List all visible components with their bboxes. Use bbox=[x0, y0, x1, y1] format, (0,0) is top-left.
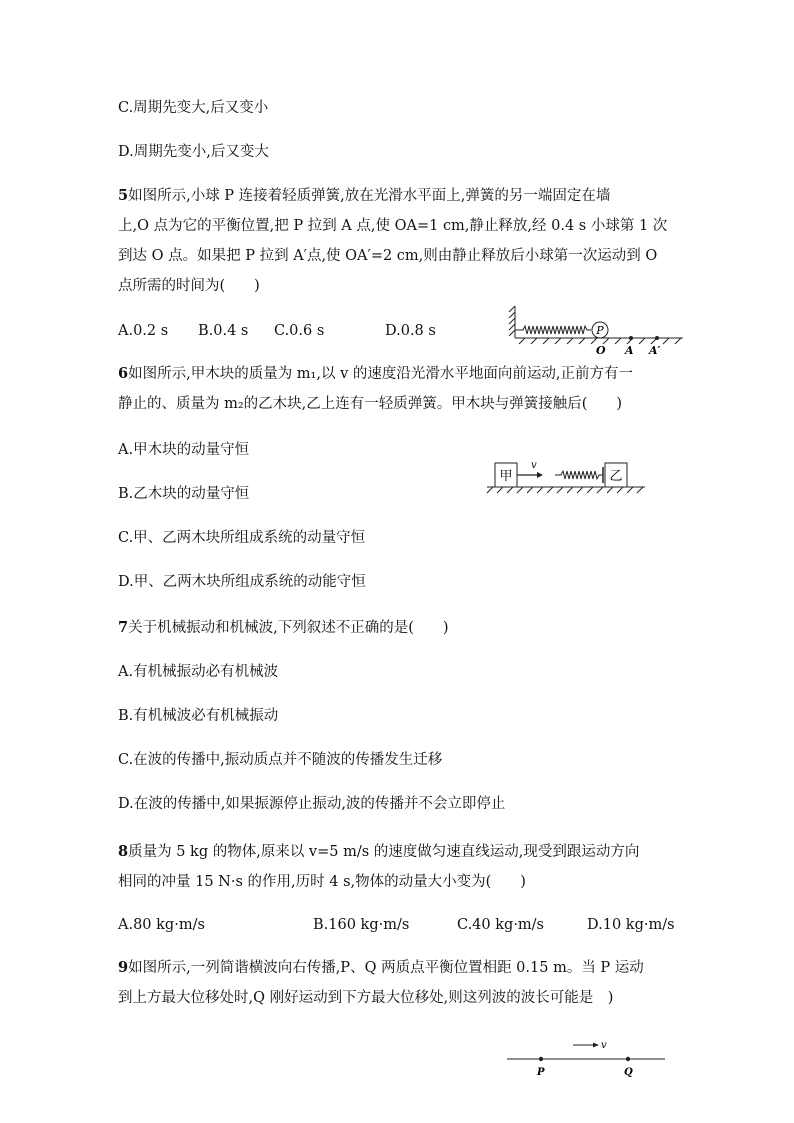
label-q: Q bbox=[624, 1067, 633, 1078]
q6-stem-line-2: 静止的、质量为 m₂的乙木块,乙上连有一轻质弹簧。甲木块与弹簧接触后( ) bbox=[118, 396, 623, 412]
q9-number: 9 bbox=[118, 959, 129, 976]
q7-option-c: C.在波的传播中,振动质点并不随波的传播发生迁移 bbox=[118, 752, 443, 768]
q6-stem-line-1 bbox=[118, 363, 633, 385]
q6-text-1: 如图所示,甲木块的质量为 m₁,以 v 的速度沿光滑水平地面向前运动,正前方有一 bbox=[128, 366, 633, 382]
velocity-arrow-head bbox=[537, 472, 543, 478]
q6-option-b: B.乙木块的动量守恒 bbox=[118, 486, 250, 502]
q7-text: 关于机械振动和机械波,下列叙述不正确的是( ) bbox=[128, 620, 449, 636]
q4-option-c: C.周期先变大,后又变小 bbox=[118, 100, 269, 116]
ball-p-label: P bbox=[596, 324, 604, 337]
q5-option-b: B.0.4 s bbox=[198, 323, 249, 339]
q8-option-a: A.80 kg·m/s bbox=[118, 917, 205, 933]
label-a-prime: A′ bbox=[649, 344, 661, 357]
label-a: A bbox=[625, 344, 634, 357]
q8-text-1: 质量为 5 kg 的物体,原来以 v=5 m/s 的速度做匀速直线运动,现受到跟运动方向 bbox=[128, 844, 640, 860]
q9-text-1: 如图所示,一列简谐横波向右传播,P、Q 两质点平衡位置相距 0.15 m。当 P 运动 bbox=[128, 960, 644, 976]
q5-text-1: 如图所示,小球 P 连接着轻质弹簧,放在光滑水平面上,弹簧的另一端固定在墙 bbox=[128, 188, 611, 204]
q6-number: 6 bbox=[118, 365, 129, 382]
q5-option-a: A.0.2 s bbox=[118, 323, 169, 339]
point-a bbox=[629, 336, 633, 340]
q5-option-d: D.0.8 s bbox=[385, 323, 436, 339]
q8-option-d: D.10 kg·m/s bbox=[587, 917, 675, 933]
block-yi-label: 乙 bbox=[609, 469, 623, 484]
spring bbox=[555, 471, 603, 479]
q6-option-c: C.甲、乙两木块所组成系统的动量守恒 bbox=[118, 530, 366, 546]
block-jia-label: 甲 bbox=[499, 469, 513, 484]
q4-option-d: D.周期先变小,后又变大 bbox=[118, 144, 269, 160]
q7-option-d: D.在波的传播中,如果振源停止振动,波的传播并不会立即停止 bbox=[118, 796, 506, 812]
velocity-label: v bbox=[601, 1040, 607, 1051]
q5-stem-line-4: 点所需的时间为( ) bbox=[118, 278, 260, 294]
q6-blocks-figure bbox=[485, 455, 650, 505]
q5-option-c: C.0.6 s bbox=[274, 323, 325, 339]
q9-wave-figure bbox=[505, 1035, 670, 1080]
q9-stem-line-2: 到上方最大位移处时,Q 刚好运动到下方最大位移处,则这列波的波长可能是 ) bbox=[118, 990, 614, 1006]
q8-stem-line-2: 相同的冲量 15 N·s 的作用,历时 4 s,物体的动量大小变为( ) bbox=[118, 874, 526, 890]
q8-option-b: B.160 kg·m/s bbox=[313, 917, 410, 933]
point-q bbox=[626, 1057, 630, 1061]
q5-number: 5 bbox=[118, 187, 129, 204]
q9-stem-line-1 bbox=[118, 957, 644, 979]
q7-option-a: A.有机械振动必有机械波 bbox=[118, 664, 279, 680]
point-a-prime bbox=[655, 336, 659, 340]
q5-stem-line-1 bbox=[118, 185, 610, 207]
q7-number: 7 bbox=[118, 619, 129, 636]
label-p: P bbox=[537, 1067, 545, 1078]
q5-spring-figure bbox=[505, 300, 690, 360]
q7-option-b: B.有机械波必有机械振动 bbox=[118, 708, 279, 724]
q7-stem bbox=[118, 617, 449, 639]
point-p bbox=[539, 1057, 543, 1061]
q5-stem-line-3: 到达 O 点。如果把 P 拉到 A′点,使 OA′=2 cm,则由静止释放后小球第一次运动到 O bbox=[118, 248, 658, 264]
q6-option-d: D.甲、乙两木块所组成系统的动能守恒 bbox=[118, 574, 366, 590]
q5-stem-line-2: 上,O 点为它的平衡位置,把 P 拉到 A 点,使 OA=1 cm,静止释放,经 0.4 s 小球第 1 次 bbox=[118, 218, 668, 234]
velocity-arrow-head bbox=[593, 1043, 599, 1048]
q6-option-a: A.甲木块的动量守恒 bbox=[118, 442, 250, 458]
q8-option-c: C.40 kg·m/s bbox=[457, 917, 544, 933]
velocity-label: v bbox=[531, 460, 537, 471]
q8-stem-line-1 bbox=[118, 841, 639, 863]
label-o: O bbox=[596, 344, 606, 357]
spring bbox=[515, 326, 591, 334]
q8-number: 8 bbox=[118, 843, 129, 860]
